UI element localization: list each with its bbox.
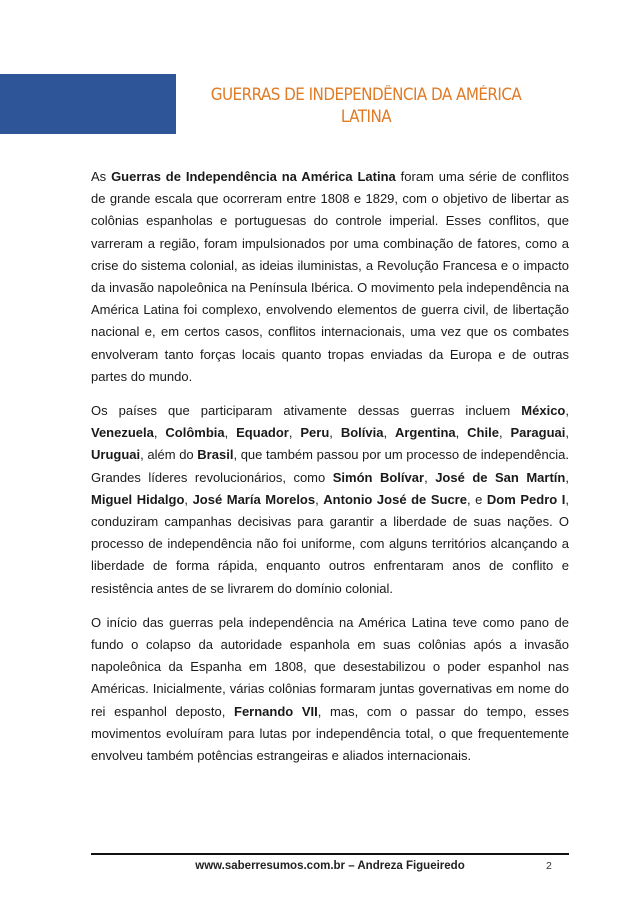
paragraph-1: As Guerras de Independência na América Latina foram uma série de conflitos de grande escala que ocorreram entre 1808 e 1829, com o objetivo de libertar as colônias espanholas e portuguesas do controle imperial. Esses conflitos, que varreram a região, foram impulsionados por uma combinação de fatores, como a crise do sistema colonial, as ideias iluministas, a Revolução Francesa e o impacto da invasão napoleônica na Península Ibérica. O movimento pela independência na América Latina foi complexo, envolvendo elementos de guerra civil, de libertação nacional e, em certos casos, conflitos internacionais, uma vez que os combates envolveram tanto forças locais quanto tropas enviadas da Europa e de outras partes do mundo.	[91, 169, 570, 384]
country-peru: Peru	[300, 425, 330, 441]
country-chile: Chile	[467, 425, 499, 441]
leader-dom-pedro-i: Dom Pedro I	[486, 491, 566, 507]
king-fernando-vii: Fernando VII	[234, 703, 318, 719]
footer-divider	[91, 853, 569, 855]
leader-antonio-jose-de-sucre: Antonio José de Sucre	[323, 491, 467, 507]
leader-simon-bolivar: Simón Bolívar	[332, 469, 425, 485]
leader-jose-de-san-martin: José de San Martín	[435, 469, 566, 485]
page-number: 2	[546, 860, 552, 872]
page-title-line-2: LATINA	[340, 107, 392, 126]
country-equador: Equador	[236, 425, 289, 441]
country-colombia: Colômbia	[165, 425, 225, 441]
country-paraguai: Paraguai	[510, 425, 566, 441]
footer-credit: www.saberresumos.com.br – Andreza Figueiredo	[195, 860, 465, 872]
page-title	[204, 84, 528, 128]
paragraph-2: Os países que participaram ativamente dessas guerras incluem México, Venezuela, Colômbia, Equador, Peru, Bolívia, Argentina, Chile, Paraguai, Uruguai, além do Brasil, que também passou por um processo de independência. Grandes líderes revolucionários, como Simón Bolívar, José de San Martín, Miguel Hidalgo, José María Morelos, Antonio José de Sucre, e Dom Pedro I, conduziram campanhas decisivas para garantir a liberdade de suas nações. O processo de independência não foi uniforme, com alguns territórios alcançando a liberdade de forma rápida, enquanto outros enfrentaram anos de conflito e resistência antes de se livrarem do domínio colonial.	[91, 403, 569, 596]
country-brasil: Brasil	[197, 447, 234, 463]
country-bolivia: Bolívia	[340, 425, 384, 441]
country-mexico: México	[521, 403, 566, 419]
header-accent-bar	[0, 74, 176, 134]
leader-miguel-hidalgo: Miguel Hidalgo	[91, 491, 185, 507]
article-body	[91, 166, 569, 779]
country-uruguai: Uruguai	[91, 447, 141, 463]
country-argentina: Argentina	[394, 425, 456, 441]
bold-term: Guerras de Independência na América Latina	[111, 169, 396, 184]
leader-jose-maria-morelos: José María Morelos	[192, 491, 316, 507]
paragraph-3: O início das guerras pela independência na América Latina teve como pano de fundo o colapso da autoridade espanhola em suas colônias após a invasão napoleônica da Espanha em 1808, que desestabilizou o poder espanhol nas Américas. Inicialmente, várias colônias formaram juntas governativas em nome do rei espanhol deposto, Fernando VII, mas, com o passar do tempo, esses movimentos evoluíram para lutas por independência total, o que frequentemente envolveu também potências estrangeiras e aliados internacionais.	[91, 614, 569, 764]
country-venezuela: Venezuela	[91, 425, 154, 441]
page-title-line-1: GUERRAS DE INDEPENDÊNCIA DA AMÉRICA	[210, 85, 522, 104]
